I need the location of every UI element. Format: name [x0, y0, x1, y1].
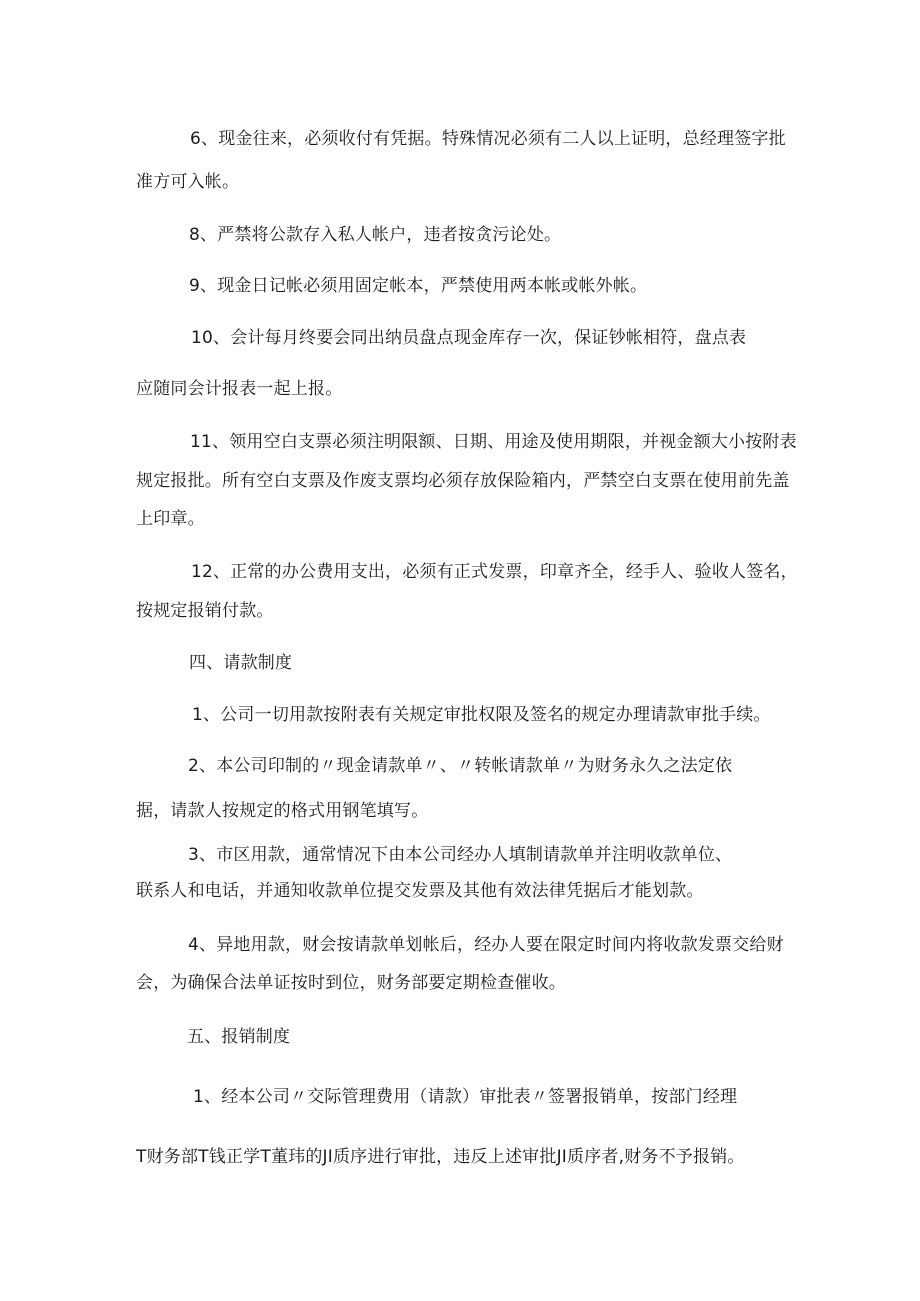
text-line: 3、市区用款，通常情况下由本公司经办人填制请款单并注明收款单位、 [188, 845, 733, 865]
text-line: 8、严禁将公款存入私人帐户，违者按贪污论处。 [189, 225, 562, 245]
text-line: 1、经本公司〃交际管理费用（请款）审批表〃签署报销单，按部门经理 [193, 1087, 738, 1107]
text-line: 规定报批。所有空白支票及作废支票均必须存放保险箱内，严禁空白支票在使用前先盖 [136, 471, 790, 491]
text-line: 4、异地用款，财会按请款单划帐后，经办人要在限定时间内将收款发票交给财 [188, 935, 784, 955]
text-line: 1、公司一切用款按附表有关规定审批权限及签名的规定办理请款审批手续。 [192, 705, 771, 725]
text-line: 联系人和电话，并通知收款单位提交发票及其他有效法律凭据后才能划款。 [136, 881, 704, 901]
text-line: 2、本公司印制的〃现金请款单〃、〃转帐请款单〃为财务永久之法定依 [188, 756, 733, 776]
text-line: 会，为确保合法单证按时到位，财务部要定期检查催收。 [136, 973, 566, 993]
section-heading: 四、请款制度 [189, 653, 293, 673]
text-line: T财务部T钱正学T董玮的JI质序进行审批，违反上述审批JI质序者,财务不予报销。 [136, 1147, 745, 1167]
text-line: 10、会计每月终要会同出纳员盘点现金库存一次，保证钞帐相符，盘点表 [191, 328, 747, 348]
text-line: 按规定报销付款。 [136, 601, 274, 621]
text-line: 应随同会计报表一起上报。 [136, 379, 343, 399]
text-line: 12、正常的办公费用支出，必须有正式发票，印章齐全，经手人、验收人签名， [191, 562, 798, 582]
section-heading: 五、报销制度 [187, 1027, 291, 1047]
text-line: 上印章。 [136, 509, 205, 529]
text-line: 9、现金日记帐必须用固定帐本，严禁使用两本帐或帐外帐。 [189, 276, 648, 296]
text-line: 6、现金往来，必须收付有凭据。特殊情况必须有二人以上证明，总经理签字批 [190, 129, 786, 149]
text-line: 据，请款人按规定的格式用钢笔填写。 [136, 801, 429, 821]
text-line: 准方可入帐。 [136, 172, 240, 192]
text-line: 11、领用空白支票必须注明限额、日期、用途及使用期限，并视金额大小按附表 [190, 432, 797, 452]
